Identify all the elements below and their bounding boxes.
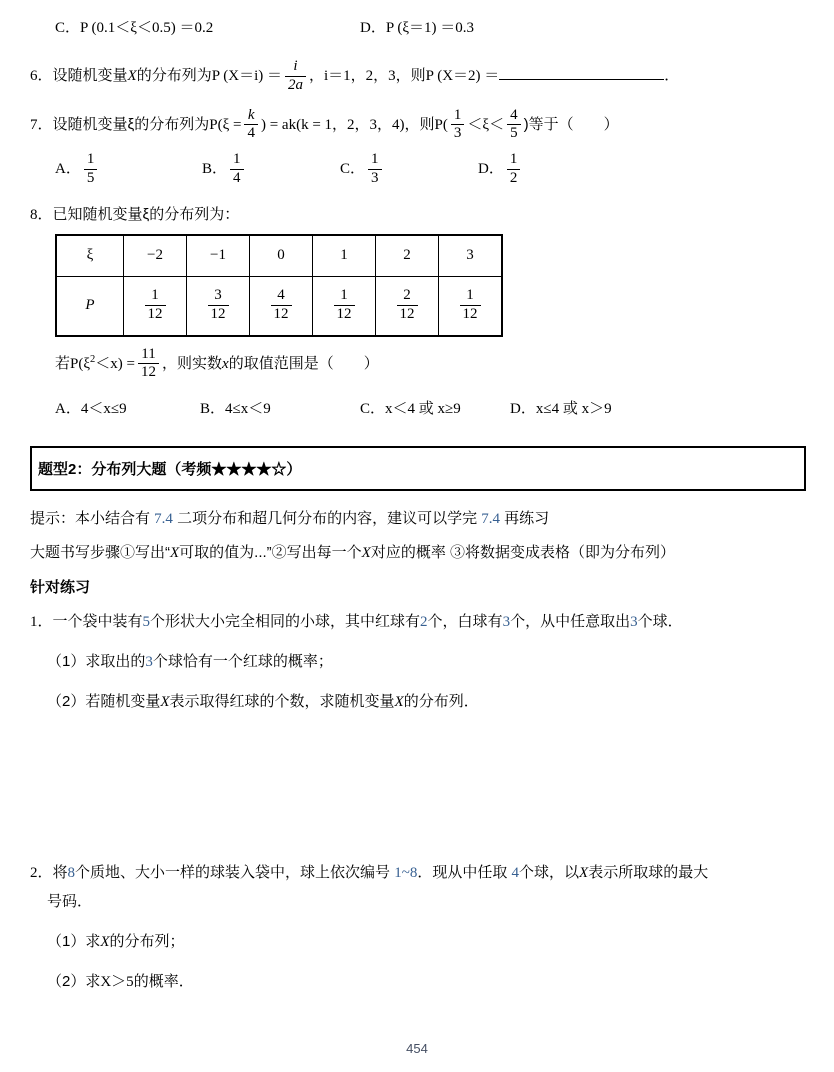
option-c [360,397,510,418]
fraction-numerator: k [247,106,255,123]
table-cell [124,276,187,336]
steps-text: 可取的值为...”②写出每一个 [179,544,362,561]
formula: P (X＝2) ＝ [425,68,500,85]
option-c-label: C． [340,161,366,178]
condition-text: ，则实数 [162,354,223,372]
number-range: 1~8 [394,865,418,881]
table-cell: 1 [313,235,376,277]
practice-2-sub-2 [47,970,806,991]
fraction-1-3 [451,108,465,143]
hint-line [30,507,806,528]
table-cell: P [56,276,124,336]
option-b-label: B． [200,401,226,417]
variable-x: X [361,545,371,561]
fraction-denominator: 3 [451,124,465,142]
number: 8 [67,865,76,881]
practice-2 [30,861,806,882]
formula: P( [434,116,448,133]
number: 3 [502,614,511,630]
formula: ＜x) = [95,355,136,372]
fraction-denominator: 4 [244,124,258,142]
practice-1-text: 个球． [637,613,683,630]
table-cell: 2 [376,235,439,277]
steps-line [30,541,806,562]
distribution-table [55,234,503,337]
fraction-numerator: 2 [403,287,411,304]
practice-2-text-wrap: 号码． [47,893,93,910]
option-b [202,152,340,187]
section-ref-number: 7.4 [154,511,173,527]
fraction-denominator: 12 [334,305,355,323]
table-cell: 0 [250,235,313,277]
fraction-numerator: 11 [141,345,156,362]
option-c-text: x＜4 或 x≥9 [385,401,461,417]
superscript-2: 2 [90,353,96,365]
fraction-numerator: 1 [466,287,474,304]
practice-2-text: ．现从中任取 [417,864,512,881]
table-cell: 3 [439,235,503,277]
option-b-label: B． [202,161,228,178]
number: 2 [420,614,428,630]
question-7-options [55,152,806,187]
question-8-options [55,397,806,418]
option-d-label: D． [510,401,536,417]
table-row-p [56,276,502,336]
fraction-numerator: 4 [277,287,285,304]
question-6-number: 6． [30,68,53,85]
table-cell [376,276,439,336]
option-b-fraction [230,152,244,187]
option-c-label: C． [55,20,81,36]
number: 3 [145,654,153,670]
question-8-text: 已知随机变量ξ的分布列为： [52,205,240,223]
practice-1-sub-2 [47,690,806,711]
fraction-denominator: 12 [460,305,481,323]
fraction-denominator: 12 [145,305,166,323]
question-7-text: )等于（ ） [523,115,619,133]
formula: X＞5 [100,974,134,990]
option-a-label: A． [55,401,81,417]
condition-text: 若 [55,354,71,372]
fraction-numerator: 1 [86,151,95,167]
practice-1-number: 1． [30,614,53,630]
sub-question-text: 表示取得红球的个数，求随机变量 [169,693,395,710]
steps-text: 大题书写步骤①写出“ [30,544,170,561]
question-7-text: 设随机变量ξ的分布列为 [52,115,210,133]
formula: P (X＝i) ＝ [211,68,282,85]
practice-1-sub-1 [47,650,806,671]
fraction-numerator: 1 [233,151,241,167]
option-c-formula: P (0.1＜ξ＜0.5) ＝0.2 [80,20,214,36]
sub-question-text: 的概率． [133,973,194,990]
variable-x: X [160,694,170,710]
probability-fraction [397,288,418,323]
question-6 [30,59,806,94]
question-8 [30,203,806,224]
answer-blank-line [499,64,664,80]
sub-question-text: 的分布列． [403,693,479,710]
fraction-numerator: 1 [371,151,379,167]
fraction-denominator: 12 [271,305,292,323]
probability-fraction [271,288,292,323]
fraction-denominator: 2a [285,76,306,94]
practice-2-text: 个球，以 [519,864,580,881]
fraction-numerator: 1 [453,106,462,123]
option-a-label: A． [55,161,81,178]
practice-2-sub-1 [47,930,806,951]
section-ref-number: 7.4 [481,511,501,527]
fraction-k-4 [244,108,258,143]
practice-2-number: 2． [30,865,53,881]
sub-question-text: （1）求取出的 [47,653,146,670]
number: 5 [142,614,151,630]
sub-question-text: （2）若随机变量 [47,693,161,710]
option-a-text: 4＜x≤9 [80,401,127,417]
fraction-denominator: 3 [368,169,382,187]
option-a [55,397,200,418]
practice-1-text: 一个袋中装有 [52,613,143,630]
prev-question-options [55,16,806,37]
sub-question-text: 的分布列； [109,933,185,950]
table-cell [439,276,503,336]
fraction-numerator: i [293,58,298,74]
formula: ) = ak(k = 1，2，3，4)，则 [260,116,435,133]
practice-1-text: 个形状大小完全相同的小球，其中红球有 [150,613,421,630]
question-7 [30,108,806,143]
fraction-denominator: 5 [507,124,521,142]
option-d-label: D． [360,20,386,36]
fraction-11-12 [138,347,159,382]
sub-question-text: 个球恰有一个红球的概率； [152,653,333,670]
table-cell: −2 [124,235,187,277]
question-6-text: ，i＝1，2，3，则 [309,68,426,85]
option-c-label: C． [360,401,386,417]
fraction-denominator: 12 [397,305,418,323]
option-a-fraction [84,152,98,187]
probability-fraction [334,288,355,323]
sub-question-text: （1）求 [47,933,101,950]
option-b-text: 4≤x＜9 [225,401,271,417]
variable-x: X [170,545,180,561]
table-cell: −1 [187,235,250,277]
sub-question-text: （2）求 [47,973,101,990]
fraction-numerator: 4 [510,106,518,123]
option-a [55,152,202,187]
question-8-condition [55,347,806,382]
option-d-label: D． [478,161,504,178]
fraction-4-5 [507,108,521,143]
option-c [340,152,478,187]
fraction-i-2a [285,59,306,94]
probability-fraction [208,288,229,323]
variable-x: X [100,934,110,950]
table-row-xi [56,235,502,277]
fraction-denominator: 12 [138,363,159,381]
practice-1-text: 个，从中任意取出 [510,613,631,630]
practice-2-text: 个质地、大小一样的球装入袋中，球上依次编号 [75,864,395,881]
option-d-fraction [507,152,521,187]
probability-fraction [460,288,481,323]
table-cell [250,276,313,336]
variable-x: X [579,865,589,881]
page-number: 454 [406,1041,428,1056]
question-6-text: 的分布列为 [136,67,212,85]
option-c-fraction [368,152,382,187]
number: 4 [511,865,519,881]
question-7-number: 7． [30,116,53,133]
fraction-denominator: 4 [230,169,244,187]
table-cell [313,276,376,336]
number: 3 [630,614,638,630]
practice-1 [30,610,806,631]
fraction-denominator: 5 [84,169,98,187]
option-d-formula: P (ξ＝1) ＝0.3 [385,20,475,36]
practice-2-text: 将 [52,864,68,881]
practice-1-text: 个，白球有 [427,613,503,630]
steps-text: 对应的概率 ③将数据变成表格（即为分布列） [370,544,676,561]
hint-text: 再练习 [500,510,550,527]
question-6-text: 设随机变量 [52,67,128,85]
fraction-numerator: 3 [214,287,222,304]
option-d-text: x≤4 或 x＞9 [535,401,612,417]
hint-text: 二项分布和超几何分布的内容，建议可以学完 [172,510,482,527]
variable-x: X [127,68,137,85]
option-b [200,397,360,418]
formula: ＜ξ＜ [467,116,505,133]
question-8-number: 8． [30,206,53,223]
option-d [360,16,474,37]
fraction-numerator: 1 [340,287,348,304]
option-c [55,16,360,37]
fraction-numerator: 1 [509,151,518,167]
variable-x: x [222,355,229,372]
option-d [510,397,612,418]
period: ． [664,68,680,85]
fraction-denominator: 2 [507,169,521,187]
section-header-box [30,446,806,491]
table-cell: ξ [56,235,124,277]
variable-x: X [394,694,404,710]
fraction-numerator: 1 [151,287,159,304]
table-cell [187,276,250,336]
formula: P(ξ [70,355,91,372]
condition-text: 的取值范围是（ ） [228,354,379,372]
fraction-denominator: 12 [208,305,229,323]
practice-2-text: 表示所取球的最大 [588,864,709,881]
hint-text: 提示：本小结合有 [30,510,155,527]
option-d [478,152,523,187]
section-title: 题型2：分布列大题（考频★★★★☆） [38,461,302,478]
probability-fraction [145,288,166,323]
formula: P(ξ = [209,116,242,133]
practice-heading: 针对练习 [30,579,91,596]
